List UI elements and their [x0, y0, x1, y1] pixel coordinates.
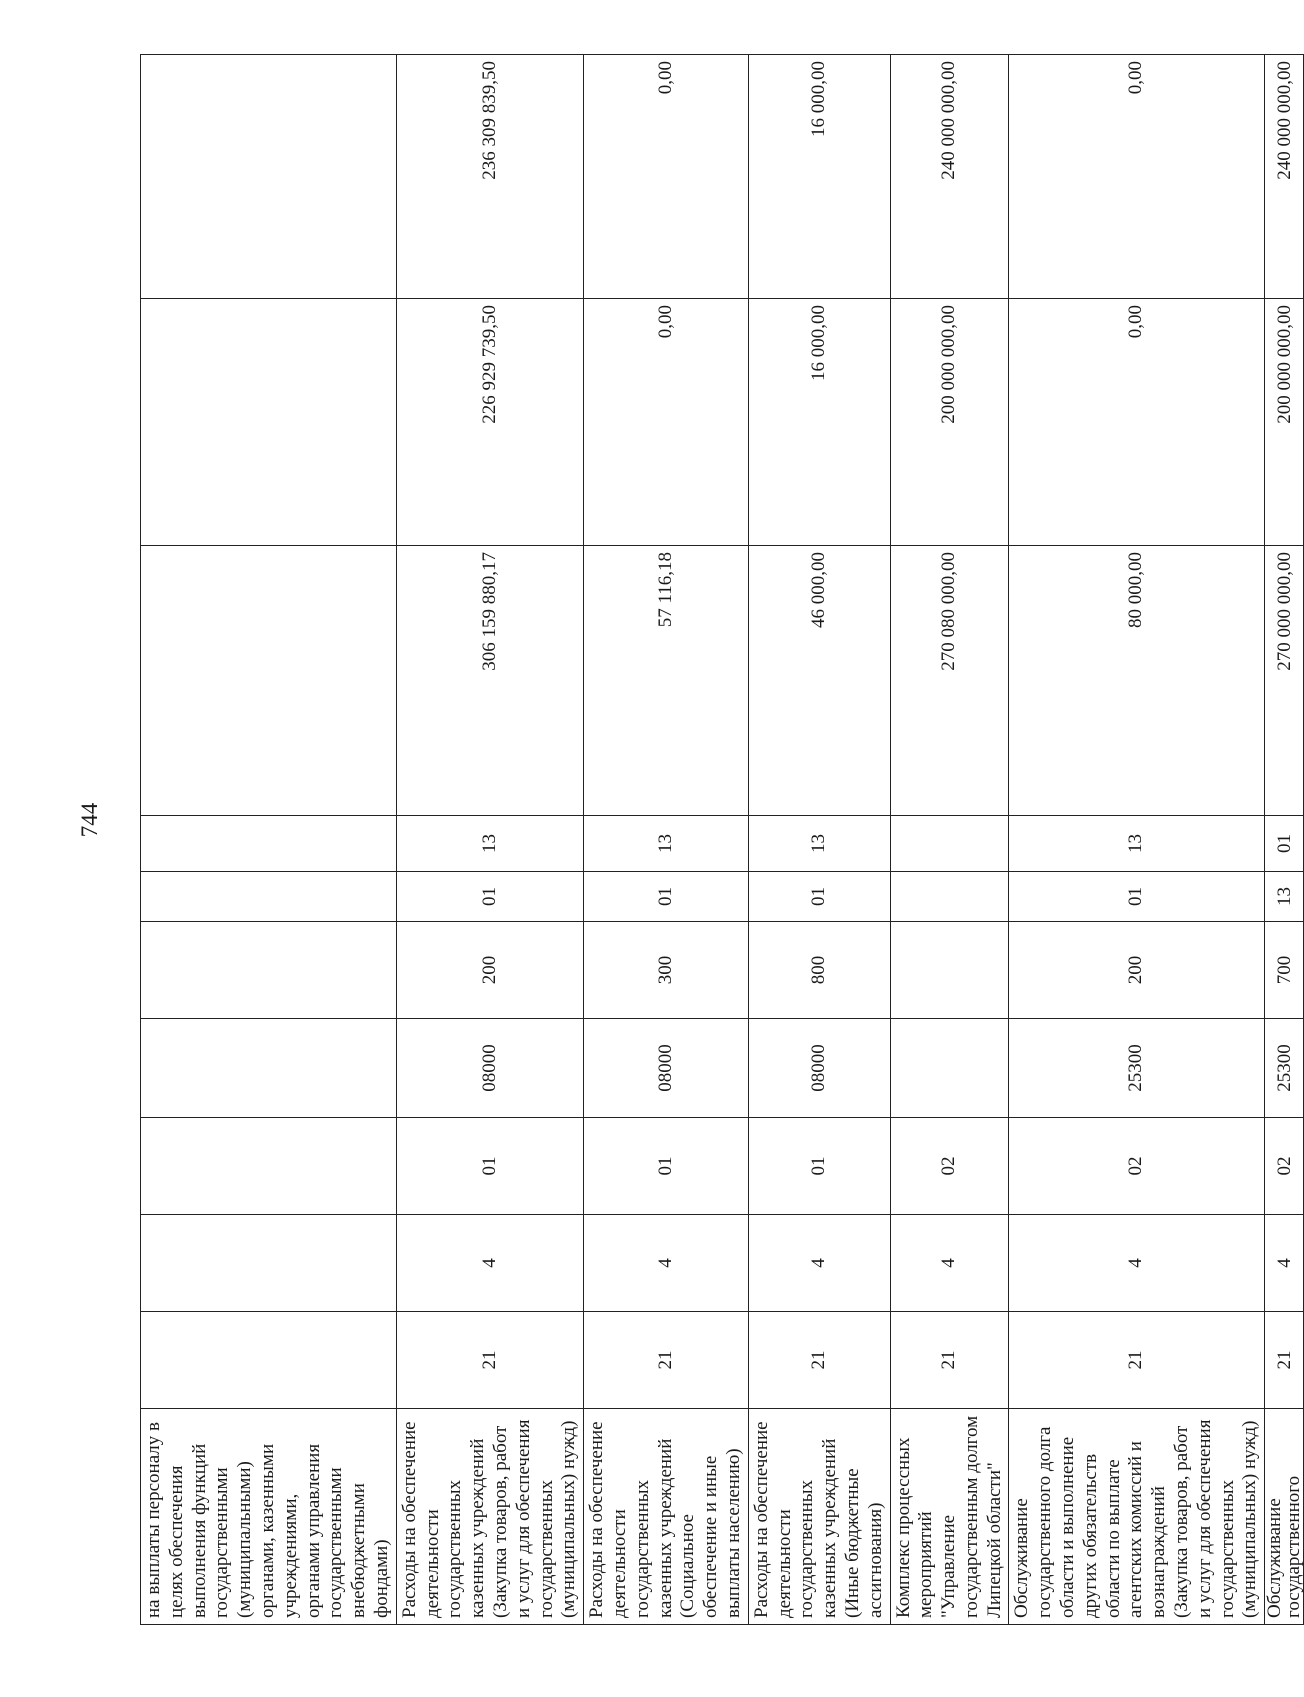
ministry-code-cell: 21	[748, 1312, 890, 1409]
subprogram-code-cell: 01	[748, 1118, 890, 1215]
program-code-cell: 4	[584, 1215, 749, 1312]
table-row	[396, 55, 583, 1625]
amount-year1-cell	[141, 546, 397, 816]
direction-code-cell: 08000	[396, 1019, 583, 1118]
table-row	[584, 55, 749, 1625]
subsection-code-cell	[890, 816, 1009, 872]
amount-year2-cell: 0,00	[584, 299, 749, 546]
row-name-cell: Расходы на обеспечение деятельности государственных казенных учреждений (Социальное обеспечение и иные выплаты населению)	[584, 1409, 749, 1625]
section-code-cell	[141, 872, 397, 922]
subprogram-code-cell: 01	[584, 1118, 749, 1215]
amount-year3-cell	[141, 55, 397, 299]
row-name-cell: Расходы на обеспечение деятельности государственных казенных учреждений (Закупка товаров, работ и услуг для обеспечения государственных (муниципальных) нужд)	[396, 1409, 583, 1625]
ministry-code-cell	[141, 1312, 397, 1409]
amount-year3-cell: 236 309 839,50	[396, 55, 583, 299]
subsection-code-cell: 01	[1265, 816, 1304, 872]
amount-year3-cell: 0,00	[1009, 55, 1265, 299]
subprogram-code-cell: 02	[1009, 1118, 1265, 1215]
program-code-cell: 4	[396, 1215, 583, 1312]
expense-type-cell: 800	[748, 922, 890, 1019]
expense-type-cell	[141, 922, 397, 1019]
direction-code-cell: 25300	[1009, 1019, 1265, 1118]
subprogram-code-cell	[141, 1118, 397, 1215]
expense-type-cell: 700	[1265, 922, 1304, 1019]
direction-code-cell: 08000	[584, 1019, 749, 1118]
amount-year2-cell: 200 000 000,00	[1265, 299, 1304, 546]
amount-year2-cell: 0,00	[1009, 299, 1265, 546]
table-body	[141, 55, 1304, 1625]
section-code-cell	[890, 872, 1009, 922]
subsection-code-cell: 13	[584, 816, 749, 872]
table-row	[1009, 55, 1265, 1625]
amount-year1-cell: 46 000,00	[748, 546, 890, 816]
program-code-cell: 4	[890, 1215, 1009, 1312]
page-number: 744	[77, 802, 102, 838]
row-name-cell: Расходы на обеспечение деятельности государственных казенных учреждений (Иные бюджетные ассигнования)	[748, 1409, 890, 1625]
row-name-cell: Обслуживание государственного долга области и выполнение других обязательств области по выплате агентских комиссий и вознаграждений (Закупка товаров, работ и услуг для обеспечения государственных (муниципальных) нужд)	[1009, 1409, 1265, 1625]
amount-year2-cell	[141, 299, 397, 546]
section-code-cell: 01	[748, 872, 890, 922]
amount-year1-cell: 306 159 880,17	[396, 546, 583, 816]
program-code-cell	[141, 1215, 397, 1312]
subsection-code-cell: 13	[1009, 816, 1265, 872]
budget-table	[140, 54, 1304, 1625]
ministry-code-cell: 21	[1265, 1312, 1304, 1409]
table-row	[748, 55, 890, 1625]
direction-code-cell	[890, 1019, 1009, 1118]
amount-year2-cell: 226 929 739,50	[396, 299, 583, 546]
ministry-code-cell: 21	[584, 1312, 749, 1409]
row-name-cell: Обслуживание государственного	[1265, 1409, 1304, 1625]
program-code-cell: 4	[1009, 1215, 1265, 1312]
amount-year3-cell: 240 000 000,00	[1265, 55, 1304, 299]
expense-type-cell: 200	[396, 922, 583, 1019]
amount-year1-cell: 270 080 000,00	[890, 546, 1009, 816]
direction-code-cell: 08000	[748, 1019, 890, 1118]
subprogram-code-cell: 01	[396, 1118, 583, 1215]
table-row	[890, 55, 1009, 1625]
rotated-page-content	[140, 55, 1304, 1625]
table-row	[141, 55, 397, 1625]
subsection-code-cell: 13	[396, 816, 583, 872]
ministry-code-cell: 21	[890, 1312, 1009, 1409]
direction-code-cell: 25300	[1265, 1019, 1304, 1118]
amount-year3-cell: 0,00	[584, 55, 749, 299]
table-row	[1265, 55, 1304, 1625]
amount-year1-cell: 80 000,00	[1009, 546, 1265, 816]
expense-type-cell: 300	[584, 922, 749, 1019]
subprogram-code-cell: 02	[890, 1118, 1009, 1215]
section-code-cell: 01	[396, 872, 583, 922]
row-name-cell: Комплекс процессных мероприятий "Управление государственным долгом Липецкой области"	[890, 1409, 1009, 1625]
amount-year2-cell: 200 000 000,00	[890, 299, 1009, 546]
amount-year1-cell: 270 000 000,00	[1265, 546, 1304, 816]
subsection-code-cell: 13	[748, 816, 890, 872]
direction-code-cell	[141, 1019, 397, 1118]
section-code-cell: 01	[1009, 872, 1265, 922]
amount-year1-cell: 57 116,18	[584, 546, 749, 816]
amount-year3-cell: 16 000,00	[748, 55, 890, 299]
amount-year2-cell: 16 000,00	[748, 299, 890, 546]
ministry-code-cell: 21	[1009, 1312, 1265, 1409]
expense-type-cell	[890, 922, 1009, 1019]
row-name-cell: на выплаты персоналу в целях обеспечения выполнения функций государственными (муниципальными) органами, казенными учреждениями, органами управления государственными внебюджетными фондами)	[141, 1409, 397, 1625]
program-code-cell: 4	[748, 1215, 890, 1312]
amount-year3-cell: 240 000 000,00	[890, 55, 1009, 299]
ministry-code-cell: 21	[396, 1312, 583, 1409]
expense-type-cell: 200	[1009, 922, 1265, 1019]
subprogram-code-cell: 02	[1265, 1118, 1304, 1215]
section-code-cell: 13	[1265, 872, 1304, 922]
program-code-cell: 4	[1265, 1215, 1304, 1312]
section-code-cell: 01	[584, 872, 749, 922]
subsection-code-cell	[141, 816, 397, 872]
